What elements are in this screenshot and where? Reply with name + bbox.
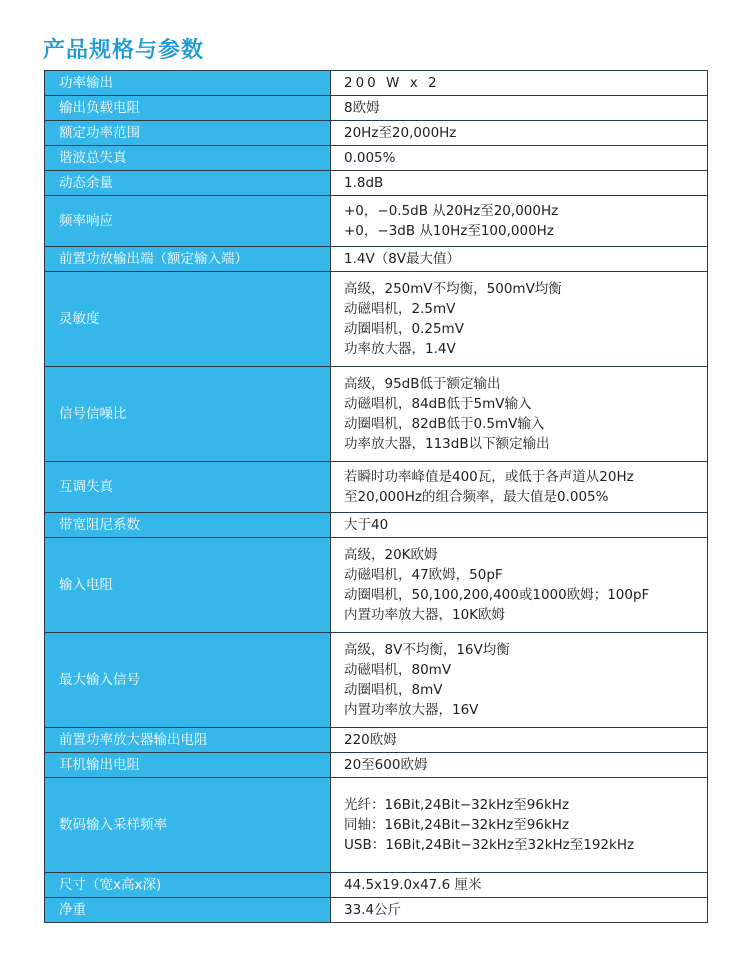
spec-value-line: 动圈唱机，0.25mV <box>344 321 464 337</box>
spec-value <box>331 96 708 121</box>
spec-row <box>45 633 708 728</box>
spec-value-line: 动磁唱机，80mV <box>344 662 452 678</box>
spec-label: 互调失真 <box>45 462 331 513</box>
spec-value-line: 动圈唱机，8mV <box>344 682 443 698</box>
spec-value-line: 8欧姆 <box>344 100 380 116</box>
spec-label: 灵敏度 <box>45 272 331 367</box>
spec-value-line: 若瞬时功率峰值是400瓦，或低于各声道从20Hz <box>344 469 634 485</box>
spec-value <box>331 462 708 513</box>
spec-value-line: 高级，95dB低于额定输出 <box>344 376 501 392</box>
spec-row <box>45 728 708 753</box>
spec-label: 尺寸（宽x高x深) <box>45 873 331 898</box>
spec-row <box>45 146 708 171</box>
spec-value <box>331 898 708 923</box>
spec-label: 输出负载电阻 <box>45 96 331 121</box>
spec-value <box>331 196 708 247</box>
spec-value <box>331 121 708 146</box>
spec-row <box>45 873 708 898</box>
spec-label: 谐波总失真 <box>45 146 331 171</box>
spec-value-line: USB：16Bit,24Bit−32kHz至32kHz至192kHz <box>344 837 635 853</box>
spec-label: 前置功率放大器输出电阻 <box>45 728 331 753</box>
spec-label: 频率响应 <box>45 196 331 247</box>
spec-value <box>331 873 708 898</box>
spec-value-line: 动圈唱机，50,100,200,400或1000欧姆；100pF <box>344 587 650 603</box>
spec-value <box>331 753 708 778</box>
spec-label: 数码输入采样频率 <box>45 778 331 873</box>
spec-value-line: 动圈唱机，82dB低于0.5mV输入 <box>344 416 545 432</box>
spec-label: 信号信噪比 <box>45 367 331 462</box>
spec-value <box>331 171 708 196</box>
spec-label: 功率输出 <box>45 71 331 96</box>
spec-row <box>45 778 708 873</box>
spec-label: 耳机输出电阻 <box>45 753 331 778</box>
page-title: 产品规格与参数 <box>43 38 205 63</box>
spec-value <box>331 367 708 462</box>
spec-value-line: 20至600欧姆 <box>344 757 428 773</box>
spec-value <box>331 633 708 728</box>
spec-row <box>45 898 708 923</box>
spec-value <box>331 538 708 633</box>
spec-value-line: 至20,000Hz的组合频率，最大值是0.005% <box>344 489 609 505</box>
spec-row <box>45 96 708 121</box>
spec-value-line: 内置功率放大器，16V <box>344 702 479 718</box>
spec-value-line: 1.4V（8V最大值） <box>344 251 461 267</box>
spec-row <box>45 753 708 778</box>
spec-value-line: 20Hz至20,000Hz <box>344 125 457 141</box>
spec-value <box>331 71 708 96</box>
spec-value-line: 功率放大器，1.4V <box>344 341 456 357</box>
spec-label: 额定功率范围 <box>45 121 331 146</box>
spec-label: 动态余量 <box>45 171 331 196</box>
spec-label: 净重 <box>45 898 331 923</box>
spec-value-line: 内置功率放大器，10K欧姆 <box>344 607 506 623</box>
spec-row <box>45 367 708 462</box>
spec-value-line: 功率放大器，113dB以下额定输出 <box>344 436 550 452</box>
spec-value-line: 44.5x19.0x47.6 厘米 <box>344 877 482 893</box>
spec-value-line: 动磁唱机，84dB低于5mV输入 <box>344 396 532 412</box>
spec-value-line: +0，−3dB 从10Hz至100,000Hz <box>344 223 554 239</box>
spec-row <box>45 538 708 633</box>
spec-value-line: 0.005% <box>344 150 396 166</box>
spec-table-body <box>45 71 708 923</box>
spec-row <box>45 71 708 96</box>
spec-row <box>45 171 708 196</box>
spec-value-line: 200 W x 2 <box>344 75 440 91</box>
spec-value-line: 光纤：16Bit,24Bit−32kHz至96kHz <box>344 797 570 813</box>
spec-label: 前置功放输出端（额定输入端） <box>45 247 331 272</box>
spec-label: 最大输入信号 <box>45 633 331 728</box>
spec-value-line: 220欧姆 <box>344 732 397 748</box>
spec-value-line: 高级，8V不均衡，16V均衡 <box>344 642 510 658</box>
spec-value-line: 高级，250mV不均衡，500mV均衡 <box>344 281 562 297</box>
spec-value-line: 高级，20K欧姆 <box>344 547 438 563</box>
spec-value <box>331 272 708 367</box>
spec-label: 带宽阻尼系数 <box>45 513 331 538</box>
spec-row <box>45 462 708 513</box>
spec-value-line: 同轴：16Bit,24Bit−32kHz至96kHz <box>344 817 570 833</box>
spec-row <box>45 121 708 146</box>
spec-row <box>45 272 708 367</box>
spec-value-line: +0，−0.5dB 从20Hz至20,000Hz <box>344 203 559 219</box>
spec-row <box>45 513 708 538</box>
spec-row <box>45 196 708 247</box>
spec-value <box>331 728 708 753</box>
spec-value-line: 33.4公斤 <box>344 902 402 918</box>
spec-row <box>45 247 708 272</box>
spec-value <box>331 778 708 873</box>
spec-value <box>331 247 708 272</box>
spec-value-line: 动磁唱机，2.5mV <box>344 301 456 317</box>
spec-value <box>331 513 708 538</box>
spec-value <box>331 146 708 171</box>
spec-value-line: 1.8dB <box>344 175 384 191</box>
spec-table <box>44 70 708 923</box>
spec-label: 输入电阻 <box>45 538 331 633</box>
spec-value-line: 动磁唱机，47欧姆，50pF <box>344 567 503 583</box>
spec-value-line: 大于40 <box>344 517 389 533</box>
